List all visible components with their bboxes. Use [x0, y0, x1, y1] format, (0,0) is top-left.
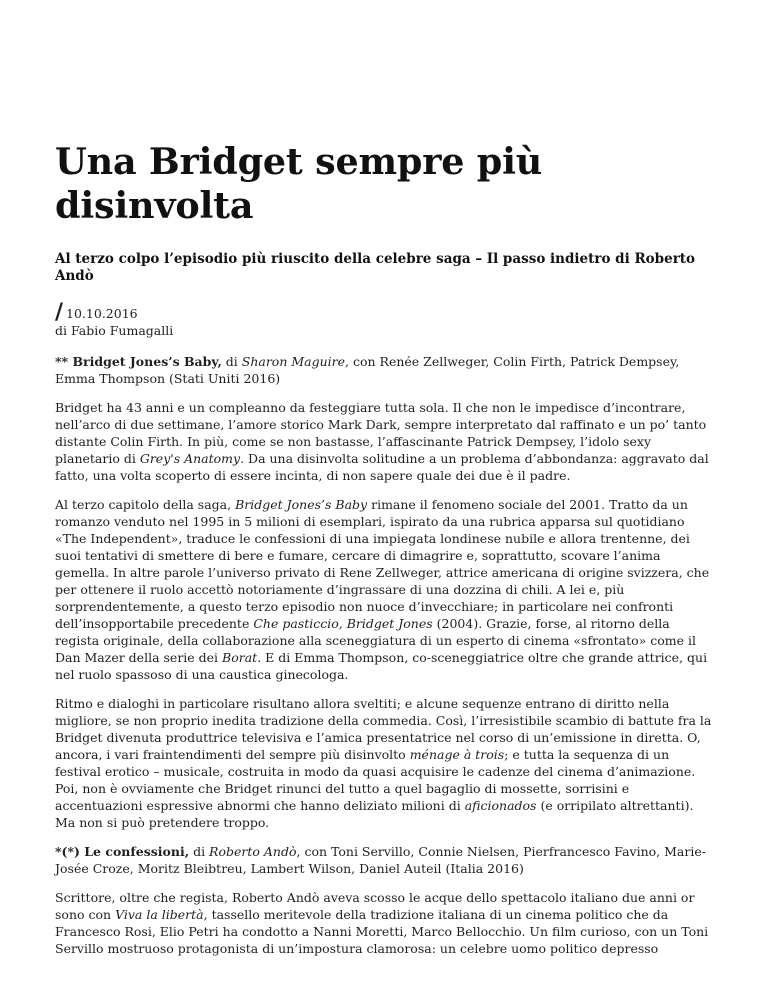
date-line	[55, 300, 713, 325]
article-meta	[55, 300, 713, 339]
paragraph: Scrittore, oltre che regista, Roberto Andò aveva scosso le acque dello spettacolo italiano due anni or sono con Viva la libertà, tassello meritevole della tradizione italiana di un cinema politico che da Francesco Rosi, Elio Petri ha condotto a Nanni Moretti, Marco Bellocchio. Un film curioso, con un Toni Servillo mostruoso protagonista di un’impostura clamorosa: un celebre uomo politico depresso	[55, 890, 709, 956]
publish-date: 10.10.2016	[66, 306, 138, 321]
author-byline: di Fabio Fumagalli	[55, 323, 174, 338]
paragraph: Al terzo capitolo della saga, Bridget Jones’s Baby rimane il fenomeno sociale del 2001. Tratto da un romanzo venduto nel 1995 in 5 milioni di esemplari, ispirato da una rubrica apparsa sul quotidiano «The Independent», traduce le confessioni di una impiegata londinese nubile e allora trentenne, dei suoi tentativi di smettere di bere e fumare, cercare di dimagrire e, soprattutto, scovare l’anima gemella. In altre parole l’universo privato di Rene Zellweger, attrice americana di origine svizzera, che per ottenere il ruolo accettò notoriamente d’ingrassare di una dozzina di chili. A lei e, più sorprendentemente, a questo terzo episodio non nuoce d’invecchiare; in particolare nei confronti dell’insopportabile precedente Che pasticcio, Bridget Jones (2004). Grazie, forse, al ritorno della regista originale, della collaborazione alla sceneggiatura di un esperto di cinema «sfrontato» come il Dan Mazer della serie dei Borat. E di Emma Thompson, co-sceneggiatrice oltre che grande attrice, qui nel ruolo spassoso di una caustica ginecologa.	[55, 497, 710, 682]
review-credits: *(*) Le confessioni, di Roberto Andò, con Toni Servillo, Connie Nielsen, Pierfrancesco Favino, Marie-Josée Croze, Moritz Bleibtreu, Lambert Wilson, Daniel Auteil (Italia 2016)	[55, 844, 706, 876]
review-credits: ** Bridget Jones’s Baby, di Sharon Maguire, con Renée Zellweger, Colin Firth, Patrick Dempsey, Emma Thompson (Stati Uniti 2016)	[55, 354, 680, 386]
director: Sharon Maguire	[241, 354, 346, 369]
article-title: Una Bridget sempre più disinvolta	[55, 140, 543, 227]
paragraph: Bridget ha 43 anni e un compleanno da festeggiare tutta sola. Il che non le impedisce d’incontrare, nell’arco di due settimane, l’amore storico Mark Dark, sempre interpretato dal raffinato e un po’ tanto distante Colin Firth. In più, come se non bastasse, l’affascinante Patrick Dempsey, l’idolo sexy planetario di Grey's Anatomy. Da una disinvolta solitudine a un problema d’abbondanza: aggravato dal fatto, una volta scoperto di essere incinta, di non sapere quale dei due è il padre.	[55, 400, 709, 483]
rating: *(*) Le confessioni,	[55, 844, 190, 859]
rating: ** Bridget Jones’s Baby,	[55, 354, 222, 369]
article-subtitle: Al terzo colpo l’episodio più riuscito della celebre saga – Il passo indietro di Roberto Andò	[55, 251, 696, 284]
separator-slash: /	[55, 300, 64, 325]
paragraph: Ritmo e dialoghi in particolare risultano allora sveltiti; e alcune sequenze entrano di diritto nella migliore, se non proprio inedita tradizione della commedia. Così, l’irresistibile scambio di battute fra la Bridget divenuta produttrice televisiva e l’amica presentatrice nel corso di un’emissione in diretta. O, ancora, i vari fraintendimenti del sempre più disinvolto ménage à trois; e tutta la sequenza di un festival erotico – musicale, costruita in modo da quasi acquisire le cadenze del cinema d’animazione. Poi, non è ovviamente che Bridget rinunci del tutto a quel bagaglio di mossette, sorrisini e accentuazioni espressive abnormi che hanno deliziato milioni di aficionados (e orripilato altrettanti). Ma non si può pretendere troppo.	[55, 696, 712, 830]
director: Roberto Andò	[209, 844, 297, 859]
